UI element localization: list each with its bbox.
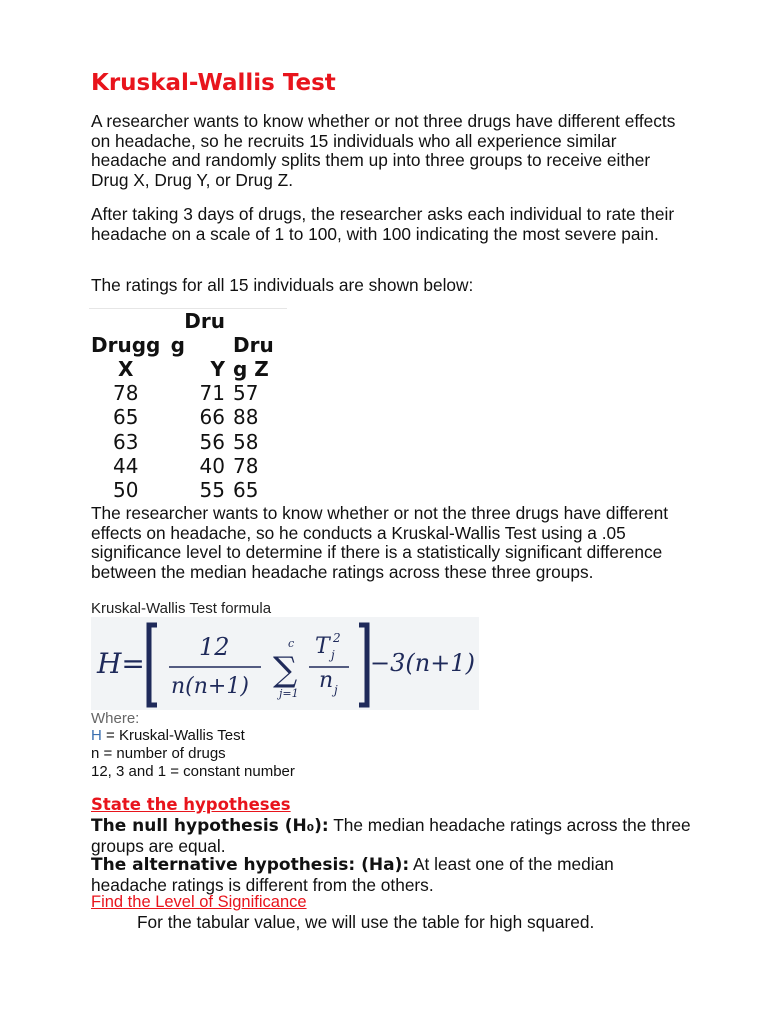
- cell-drug-z: 78: [233, 453, 259, 478]
- intro-paragraph: A researcher wants to know whether or not three drugs have different effects on headache, so he recruits 15 individuals who all experience similar headache and randomly splits them up into three groups to receive either Drug X, Drug Y, or Drug Z.: [91, 111, 676, 190]
- term-denominator: n: [319, 668, 334, 693]
- ratings-intro-paragraph: The ratings for all 15 individuals are shown below:: [91, 275, 474, 295]
- term-denominator-sub: j: [334, 683, 338, 697]
- term-numerator: T: [315, 634, 330, 659]
- table-row: [89, 381, 287, 405]
- significance-paragraph: For the tabular value, we will use the table for high squared.: [137, 912, 595, 932]
- formula-image: [91, 617, 479, 710]
- header-drug-z: Dru g Z: [231, 309, 287, 382]
- term-numerator-sub: j: [331, 648, 335, 662]
- kruskal-wallis-formula: [91, 617, 479, 710]
- formula-tail: −3(n+1): [370, 649, 475, 677]
- header-drug-y: Dru g Y: [167, 309, 231, 382]
- cell-drug-x: 78: [113, 381, 139, 405]
- left-bracket-icon: [149, 625, 157, 705]
- table-row: [89, 405, 287, 429]
- cell-drug-y: 40: [199, 453, 225, 478]
- cell-drug-y: 71: [199, 381, 225, 405]
- table-row: [89, 478, 287, 502]
- cell-drug-z: 58: [233, 429, 259, 454]
- cell-drug-y: 66: [199, 405, 225, 430]
- ratings-table: [89, 308, 287, 502]
- cell-drug-x: 50: [113, 478, 139, 503]
- procedure-paragraph: After taking 3 days of drugs, the researcher asks each individual to rate their headache on a scale of 1 to 100, with 100 indicating the most severe pain.: [91, 204, 675, 244]
- cell-drug-x: 44: [113, 453, 139, 478]
- table-row: [89, 430, 287, 454]
- sum-upper-limit: c: [288, 637, 295, 650]
- formula-denominator: n(n+1): [171, 674, 249, 699]
- cell-drug-x: 65: [113, 405, 139, 430]
- definition-constants: 12, 3 and 1 = constant number: [91, 763, 295, 780]
- cell-drug-x: 63: [113, 429, 139, 454]
- cell-drug-z: 65: [233, 478, 259, 503]
- cell-drug-z: 57: [233, 381, 259, 405]
- table-header-row: [89, 309, 287, 382]
- where-label: Where:: [91, 710, 140, 727]
- definition-h: H = Kruskal-Wallis Test: [91, 727, 245, 744]
- right-bracket-icon: [359, 625, 367, 705]
- cell-drug-y: 55: [199, 478, 225, 503]
- sigma-icon: ∑: [273, 650, 298, 690]
- cell-drug-z: 88: [233, 405, 259, 430]
- header-drug-x: Drugg X: [89, 309, 167, 382]
- alternative-hypothesis: The alternative hypothesis: (Ha): At least one of the median headache ratings is different from the others.: [91, 854, 614, 895]
- sum-lower-limit: j=1: [279, 687, 299, 700]
- formula-numerator: 12: [199, 633, 230, 661]
- formula-lhs: H=: [97, 647, 145, 680]
- cell-drug-y: 56: [199, 429, 225, 454]
- test-description-paragraph: The researcher wants to know whether or not the three drugs have different effects on headache, so he conducts a Kruskal-Wallis Test using a .05 significance level to determine if there is a statistically significant difference between the median headache ratings across these three groups.: [91, 503, 669, 582]
- formula-caption: Kruskal-Wallis Test formula: [91, 600, 272, 617]
- null-hypothesis: The null hypothesis (H₀): The median headache ratings across the three groups are equal.: [91, 815, 691, 856]
- significance-heading: Find the Level of Significance: [91, 893, 307, 911]
- definition-n: n = number of drugs: [91, 745, 226, 762]
- hypotheses-heading: State the hypotheses: [91, 795, 291, 814]
- table-row: [89, 454, 287, 478]
- page-title: Kruskal-Wallis Test: [91, 70, 336, 96]
- term-numerator-sup: 2: [333, 631, 341, 645]
